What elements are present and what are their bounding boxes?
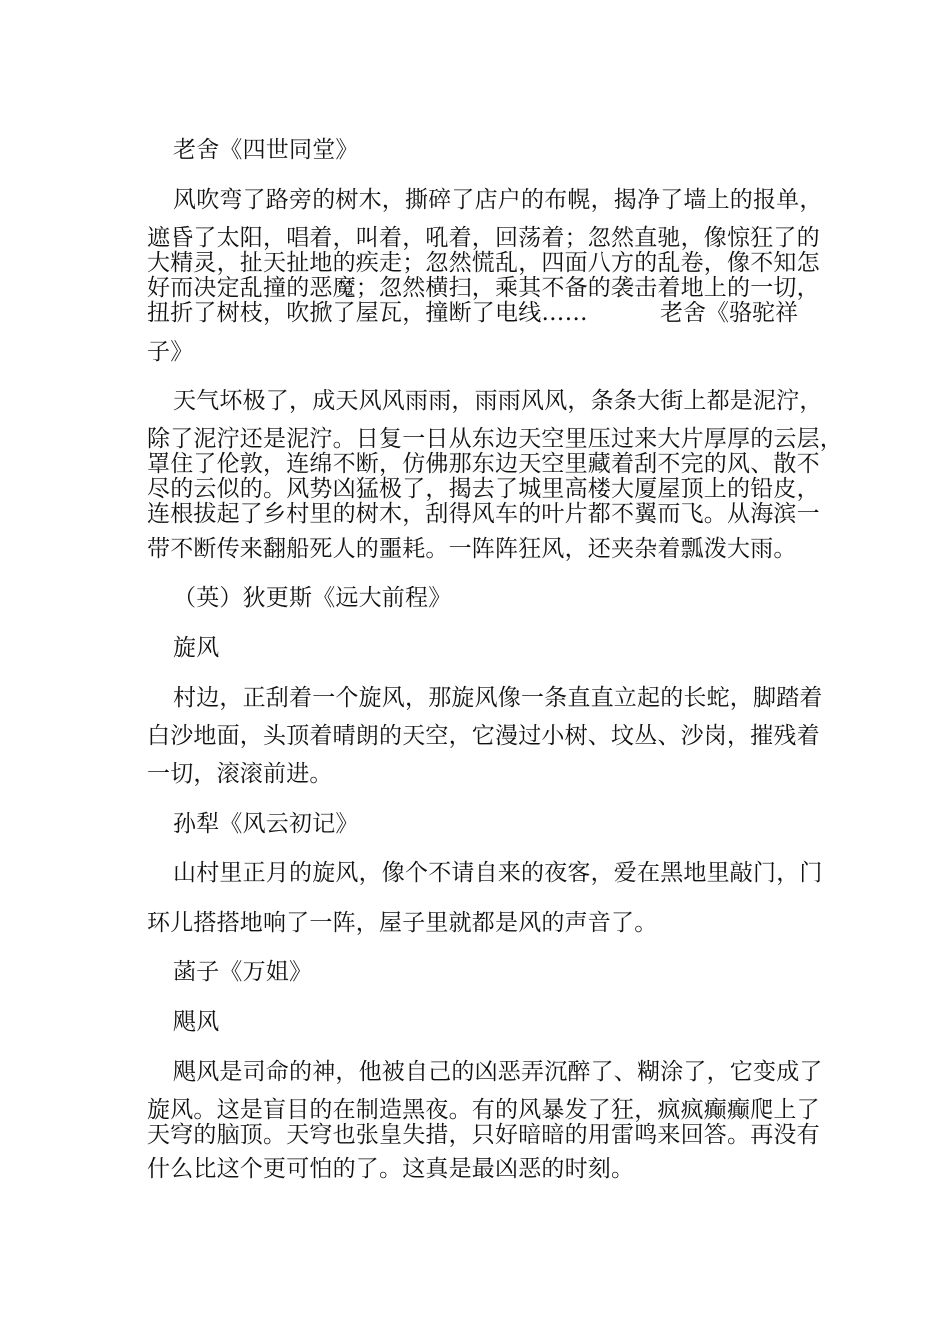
paragraph-line: 白沙地面，头顶着晴朗的天空，它漫过小树、坟丛、沙岗，摧残着 [147,723,820,749]
paragraph-line: 连根拔起了乡村里的树木，刮得风车的叶片都不翼而飞。从海滨一 [147,501,820,527]
paragraph-line: 村边，正刮着一个旋风，那旋风像一条直直立起的长蛇，脚踏着 [173,685,823,711]
paragraph-line: 环儿搭搭地响了一阵，屋子里就都是风的声音了。 [147,910,658,936]
section-heading-whirlwind: 旋风 [173,635,220,661]
paragraph-line: 扭折了树枝，吹掀了屋瓦，撞断了电线…… [147,300,588,326]
attribution-hanzi-wanjie: 菡子《万姐》 [173,959,313,985]
paragraph-line: 尽的云似的。风势凶猛极了，揭去了城里高楼大厦屋顶上的铅皮， [147,476,820,502]
attribution-laoshe-four-generations: 老舍《四世同堂》 [173,137,359,163]
paragraph-line: 除了泥泞还是泥泞。日复一日从东边天空里压过来大片厚厚的云层， [147,426,843,452]
attribution-continuation: 子》 [147,339,194,365]
paragraph-line: 好而决定乱撞的恶魔；忽然横扫，乘其不备的袭击着地上的一切， [147,275,820,301]
attribution-dickens-great-expectations: （英）狄更斯《远大前程》 [173,585,452,611]
paragraph-line: 天气坏极了，成天风风雨雨，雨雨风风，条条大街上都是泥泞， [173,388,823,414]
paragraph-line: 山村里正月的旋风，像个不请自来的夜客，爱在黑地里敲门，门 [173,860,823,886]
attribution-laoshe-camel-xiangzi: 老舍《骆驼祥 [660,300,798,326]
paragraph-line: 旋风。这是盲目的在制造黑夜。有的风暴发了狂，疯疯癫癫爬上了 [147,1097,820,1123]
paragraph-line: 风吹弯了路旁的树木，撕碎了店户的布幌，揭净了墙上的报单， [173,187,823,213]
paragraph-line: 一切，滚滚前进。 [147,761,333,787]
paragraph-line: 飓风是司命的神，他被自己的凶恶弄沉醉了、糊涂了，它变成了 [173,1059,823,1085]
paragraph-line: 罩住了伦敦，连绵不断，仿佛那东边天空里藏着刮不完的风、散不 [147,451,820,477]
attribution-sunli-fengyun: 孙犁《风云初记》 [173,811,359,837]
section-heading-hurricane: 飓风 [173,1009,220,1035]
paragraph-line: 带不断传来翻船死人的噩耗。一阵阵狂风，还夹杂着瓢泼大雨。 [147,536,797,562]
paragraph-line: 大精灵，扯天扯地的疾走；忽然慌乱，四面八方的乱卷，像不知怎 [147,250,820,276]
paragraph-line: 什么比这个更可怕的了。这真是最凶恶的时刻。 [147,1156,635,1182]
paragraph-line: 遮昏了太阳，唱着，叫着，吼着，回荡着；忽然直驰，像惊狂了的 [147,225,820,251]
paragraph-line: 天穹的脑顶。天穹也张皇失措，只好暗暗的用雷鸣来回答。再没有 [147,1122,820,1148]
